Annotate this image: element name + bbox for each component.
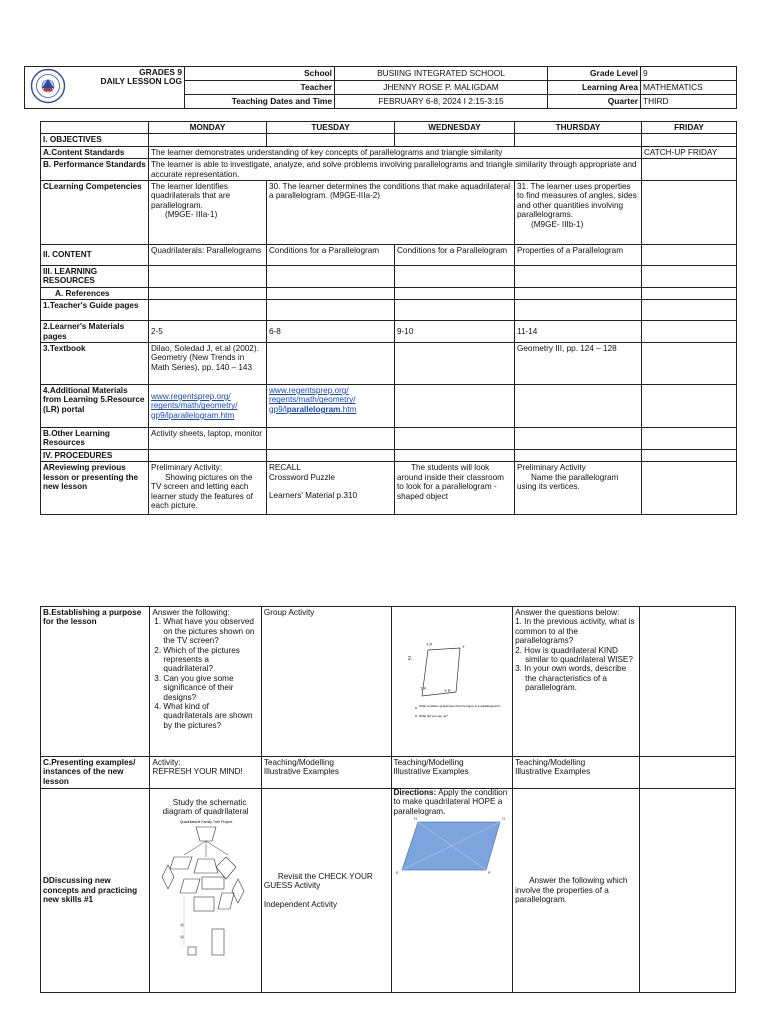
teacher-label: Teacher xyxy=(185,81,335,95)
area-label: Learning Area xyxy=(548,81,641,95)
day-thursday: THURSDAY xyxy=(515,122,642,134)
procedure-d-thursday: Answer the following which involve the properties of a parallelogram. xyxy=(513,789,640,993)
procedure-a-monday: Preliminary Activity: Showing pictures on the TV screen and letting each learner study the features of each picture. xyxy=(149,462,267,515)
learner-materials-label: 2.Learner's Materials pages xyxy=(41,321,149,343)
svg-text:What did you say no?: What did you say no? xyxy=(418,714,448,719)
procedure-d-monday: Study the schematic diagram of quadrilateral Quadrilateral Family Tree Project xyxy=(150,789,261,993)
procedure-b-monday: Answer the following: 1. What have you observed on the pictures shown on the TV screen? 2. Which of the pictures represents a quadrilateral? 3. Can you give some significance of their designs? 4. What kind of quadrilaterals are shown by the pictures? xyxy=(150,607,261,757)
grade-label: Grade Level xyxy=(548,67,641,81)
procedure-c-label: C.Presenting examples/ instances of the new lesson xyxy=(41,757,150,789)
header-table xyxy=(24,66,737,109)
resources-label: III. LEARNING RESOURCES xyxy=(41,266,149,288)
procedure-c-wednesday: Teaching/Modelling Illustrative Examples xyxy=(391,757,513,789)
competencies-label: CLearning Competencies xyxy=(41,181,149,245)
catch-up-friday: CATCH-UP FRIDAY xyxy=(642,146,737,158)
svg-text:P: P xyxy=(487,870,491,876)
school-label: School xyxy=(185,67,335,81)
svg-text:E: E xyxy=(395,870,399,876)
svg-text:Quadrilateral Family Tree Proj: Quadrilateral Family Tree Project xyxy=(179,819,232,824)
procedure-b-monday-list xyxy=(152,617,258,730)
day-friday: FRIDAY xyxy=(642,122,737,134)
svg-text:T P: T P xyxy=(425,642,432,648)
procedure-b-label: B.Establishing a purpose for the lesson xyxy=(41,607,150,757)
procedure-b-monday-item: 1. What have you observed on the pictures shown on the TV screen? xyxy=(163,617,258,645)
svg-text:H: H xyxy=(413,816,417,822)
title-cell xyxy=(25,67,185,109)
svg-text:What condition guarantees that: What condition guarantees that the figure is a parallelogram? xyxy=(418,704,500,709)
teacher-guide-label: 1.Teacher's Guide pages xyxy=(41,300,149,321)
parallelogram-hope-icon xyxy=(394,816,508,876)
lm-wednesday: 9-10 xyxy=(395,321,515,343)
day-monday: MONDAY xyxy=(149,122,267,134)
procedure-a-wednesday: The students will look around inside their classroom to look for a parallelogram - shaped object xyxy=(395,462,515,515)
regentsprep-link-monday[interactable]: www.regentsprep.org/ regents/math/geometry/ gp9/lparallelogram.htm xyxy=(151,391,238,420)
procedure-c-tuesday: Teaching/Modelling Illustrative Examples xyxy=(261,757,391,789)
lm-monday: 2-5 xyxy=(149,321,267,343)
procedure-c-thursday: Teaching/Modelling Illustrative Examples xyxy=(513,757,640,789)
textbook-label: 3.Textbook xyxy=(41,343,149,385)
content-tuesday: Conditions for a Parallelogram xyxy=(267,245,395,266)
procedures-label: IV. PROCEDURES xyxy=(41,449,149,461)
procedure-b-thursday: Answer the questions below: 1. In the previous activity, what is common to al the parallelograms? 2. How is quadrilateral KIND similar to quadrilateral WISE? 3. In your own words, describe the characteristics of a parallelogram. xyxy=(513,607,640,757)
dates-label: Teaching Dates and Time xyxy=(185,95,335,109)
textbook-thursday: Geometry III, pp. 124 – 128 xyxy=(515,343,642,385)
grade-value: 9 xyxy=(641,67,737,81)
dates-value: FEBRUARY 6-8, 2024 I 2:15-3:15 xyxy=(335,95,548,109)
performance-standards-label: B. Performance Standards xyxy=(41,159,149,181)
competency-tue-wed: 30. The learner determines the conditions that make aquadrilateral a parallelogram. (M9GE-IIIa-2) xyxy=(267,181,515,245)
lm-tuesday: 6-8 xyxy=(267,321,395,343)
content-wednesday: Conditions for a Parallelogram xyxy=(395,245,515,266)
procedure-b-tuesday: Group Activity xyxy=(261,607,391,757)
quarter-label: Quarter xyxy=(548,95,641,109)
procedure-a-label: AReviewing previous lesson or presenting the new lesson xyxy=(41,462,149,515)
other-resources-monday: Activity sheets, laptop, monitor xyxy=(149,428,267,450)
procedure-c-monday: Activity: REFRESH YOUR MIND! xyxy=(150,757,261,789)
title-grades: GRADES 9 xyxy=(139,67,182,77)
teacher-value: JHENNY ROSE P. MALIGDAM xyxy=(335,81,548,95)
procedure-d-tuesday: Revisit the CHECK YOUR GUESS Activity Independent Activity xyxy=(261,789,391,993)
school-value: BUSIING INTEGRATED SCHOOL xyxy=(335,67,548,81)
area-value: MATHEMATICS xyxy=(641,81,737,95)
procedure-b-monday-item: 4. What kind of quadrilaterals are shown by the pictures? xyxy=(163,702,258,730)
objectives-label: I. OBJECTIVES xyxy=(41,134,149,146)
content-label: II. CONTENT xyxy=(41,245,149,266)
content-thursday: Properties of a Parallelogram xyxy=(515,245,642,266)
competency-thursday: 31. The learner uses properties to find measures of angles, sides and other quantities involving parallelograms. (M9GE- IIIb-1) xyxy=(515,181,642,245)
svg-text:2.: 2. xyxy=(407,656,412,663)
content-monday: Quadrilaterals: Parallelograms xyxy=(149,245,267,266)
quadrilateral-family-tree-icon xyxy=(154,817,258,967)
day-tuesday: TUESDAY xyxy=(267,122,395,134)
regentsprep-link-tuesday[interactable]: www.regentsprep.org/ regents/math/geometry/ gp9/lparallelogram.htm xyxy=(269,386,357,414)
lesson-table-bottom xyxy=(40,606,736,993)
additional-materials-label: 4.Additional Materials from Learning 5.Resource (LR) portal xyxy=(41,385,149,428)
procedure-b-monday-item: 3. Can you give some significance of their designs? xyxy=(163,674,258,702)
title-dll: DAILY LESSON LOG xyxy=(100,76,182,87)
svg-text:Y: Y xyxy=(461,644,465,650)
content-standards-text: The learner demonstrates understanding of key concepts of parallelograms and triangle similarity xyxy=(149,146,642,158)
textbook-monday: Dilao, Soledad J, et.al (2002). Geometry (New Trends in Math Series), pp. 140 – 143 xyxy=(149,343,267,385)
other-resources-label: B.Other Learning Resources xyxy=(41,428,149,450)
lm-thursday: 11-14 xyxy=(515,321,642,343)
procedure-d-label: DDiscussing new concepts and practicing new skills #1 xyxy=(41,789,150,993)
performance-standards-text: The learner is able to investigate, analyze, and solve problems involving parallelograms and triangle similarity through appropriate and accurate representation. xyxy=(149,159,642,181)
svg-text:O: O xyxy=(501,816,505,822)
quarter-value: THIRD xyxy=(641,95,737,109)
parallelogram-figure-icon xyxy=(394,630,506,730)
competency-monday: The learner Identifies quadrilaterals that are parallelogram. (M9GE- IIIa-1) xyxy=(149,181,267,245)
procedure-b-monday-item: 2. Which of the pictures represents a quadrilateral? xyxy=(163,646,258,674)
references-label: A. References xyxy=(41,287,149,299)
procedure-d-wednesday: Directions: Apply the condition to make quadrilateral HOPE a parallelogram. H O E P xyxy=(391,789,513,993)
procedure-a-tuesday: RECALL Crossword Puzzle Learners' Material p.310 xyxy=(267,462,395,515)
content-standards-label: A.Content Standards xyxy=(41,146,149,158)
day-wednesday: WEDNESDAY xyxy=(395,122,515,134)
svg-text:Y P: Y P xyxy=(443,688,450,694)
lesson-table-top xyxy=(40,121,737,515)
procedure-b-wednesday xyxy=(391,607,513,757)
procedure-a-thursday: Preliminary Activity Name the parallelogram using its vertices. xyxy=(515,462,642,515)
svg-text:T P: T P xyxy=(419,686,426,692)
